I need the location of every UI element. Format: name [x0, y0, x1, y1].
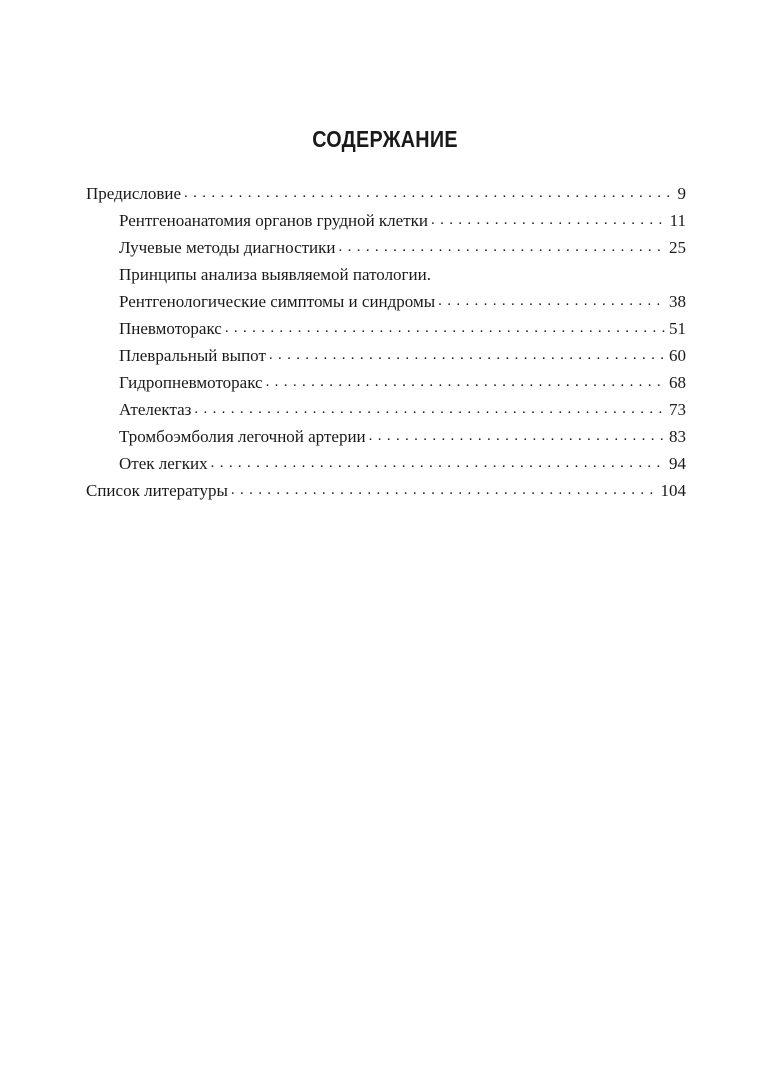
toc-entry-pathology-analysis[interactable] — [86, 261, 686, 315]
toc-leader-dots — [266, 369, 665, 396]
toc-page-number: 25 — [669, 238, 686, 257]
toc-entry-pleural-effusion[interactable] — [86, 342, 686, 369]
toc-page-number: 51 — [669, 319, 686, 338]
table-of-contents — [86, 180, 686, 504]
toc-entry-text: Плевральный выпот — [119, 346, 266, 365]
toc-page-number: 60 — [669, 346, 686, 365]
toc-entry-text: Список литературы — [86, 481, 228, 500]
toc-entry-text: Предисловие — [86, 184, 182, 203]
toc-entry-text: Отек легких — [119, 454, 208, 473]
toc-entry-text-line1: Принципы анализа выявляемой патологии. — [119, 265, 431, 284]
toc-entry-pulmonary-edema[interactable] — [86, 450, 686, 477]
toc-entry-references[interactable] — [86, 477, 686, 504]
toc-page-number: 73 — [669, 400, 686, 419]
toc-entry-text: Тромбоэмболия легочной артерии — [119, 427, 366, 446]
toc-leader-dots — [269, 342, 665, 369]
toc-leader-dots — [194, 396, 665, 423]
toc-page-number: 94 — [669, 454, 686, 473]
toc-page-number: 83 — [669, 427, 686, 446]
toc-leader-dots — [438, 288, 665, 315]
toc-entry-pulmonary-embolism[interactable] — [86, 423, 686, 450]
toc-entry-preface[interactable] — [86, 180, 686, 207]
toc-entry-text: Ателектаз — [119, 400, 192, 419]
toc-entry-text: Рентгеноанатомия органов грудной клетки — [119, 211, 428, 230]
toc-entry-radiographic-anatomy[interactable] — [86, 207, 686, 234]
toc-page-number: 9 — [677, 184, 686, 203]
toc-entry-hydropneumothorax[interactable] — [86, 369, 686, 396]
toc-entry-pneumothorax[interactable] — [86, 315, 686, 342]
toc-leader-dots — [369, 423, 665, 450]
toc-leader-dots — [339, 234, 665, 261]
toc-entry-text: Рентгенологические симптомы и синдромы — [119, 292, 436, 311]
toc-page-number: 11 — [669, 211, 686, 230]
toc-leader-dots — [231, 477, 657, 504]
toc-entry-text: Лучевые методы диагностики — [119, 238, 336, 257]
toc-page-number: 68 — [669, 373, 686, 392]
toc-entry-atelectasis[interactable] — [86, 396, 686, 423]
toc-leader-dots — [184, 180, 673, 207]
toc-page-number: 104 — [660, 481, 686, 500]
toc-leader-dots — [431, 207, 666, 234]
page-title: СОДЕРЖАНИЕ — [312, 126, 458, 152]
toc-leader-dots — [211, 450, 665, 477]
toc-page-number: 38 — [669, 292, 686, 311]
toc-leader-dots — [225, 315, 665, 342]
toc-entry-text: Гидропневмоторакс — [119, 373, 263, 392]
toc-entry-text: Пневмоторакс — [119, 319, 222, 338]
toc-entry-imaging-methods[interactable] — [86, 234, 686, 261]
